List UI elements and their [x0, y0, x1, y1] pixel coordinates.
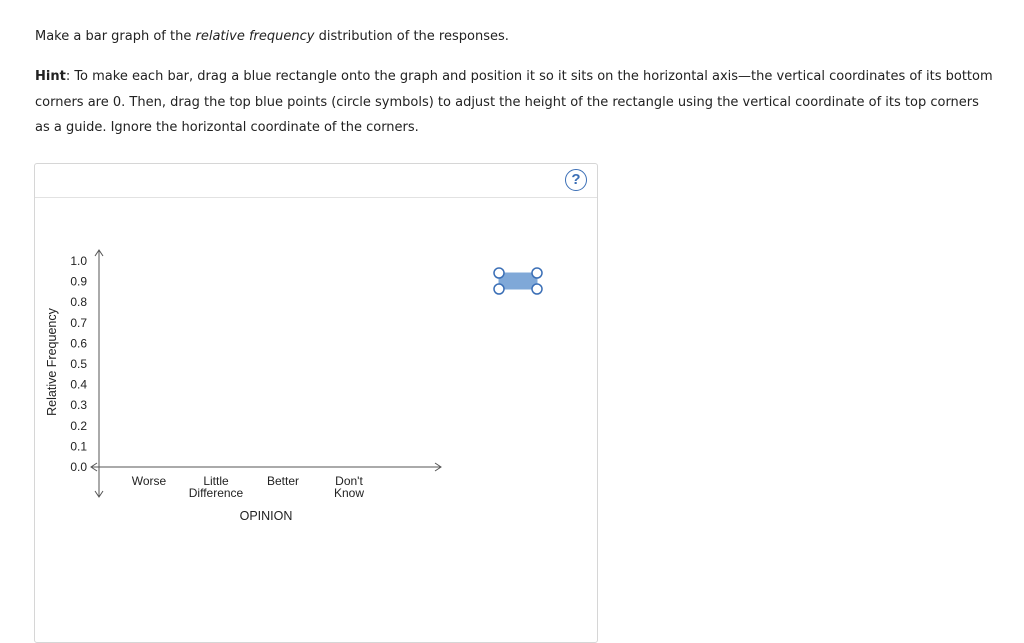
bar-corner-handle[interactable]	[494, 268, 504, 278]
y-tick-label: 0.9	[70, 274, 87, 289]
y-tick-label: 0.4	[70, 377, 87, 392]
y-tick-label: 0.1	[70, 439, 87, 454]
x-category-label: Little	[203, 474, 229, 488]
y-tick-label: 0.6	[70, 336, 87, 351]
x-category-label: Difference	[188, 486, 244, 500]
y-tick-label: 1.0	[70, 254, 87, 268]
bar-corner-handle[interactable]	[494, 284, 504, 294]
help-button[interactable]: ?	[565, 169, 587, 191]
x-category-label: Know	[333, 486, 365, 500]
y-tick-label: 0.2	[70, 418, 87, 433]
instruction-emphasis: relative frequency	[195, 29, 315, 44]
graph-panel	[34, 163, 598, 643]
x-category-label: Don't	[335, 474, 363, 488]
bar-corner-handle[interactable]	[532, 284, 542, 294]
hint-text	[35, 64, 995, 141]
x-category-label: Better	[266, 474, 300, 488]
x-axis-title: OPINION	[239, 509, 293, 523]
y-tick-label: 0.0	[70, 460, 87, 474]
y-axis-title: Relative Frequency	[45, 308, 59, 416]
x-category-label: Worse	[131, 474, 167, 488]
hint-label: Hint	[35, 69, 66, 84]
y-tick-label: 0.3	[70, 398, 87, 413]
hint-body: : To make each bar, drag a blue rectangle onto the graph and position it so it sits on the horizontal axis—the vertical coordinates of its bottom corners are 0. Then, drag the top blue points (circle symbols) to adjust the height of the rectangle using the vertical coordinate of its top corners as a guide. Ignore the horizontal coordinate of the corners.	[35, 69, 993, 135]
y-tick-label: 0.5	[70, 357, 87, 371]
y-tick-label: 0.7	[70, 315, 87, 330]
y-tick-label: 0.8	[70, 295, 87, 310]
graph-canvas[interactable]	[35, 164, 597, 624]
draggable-bar-rectangle[interactable]	[499, 273, 537, 289]
bar-corner-handle[interactable]	[532, 268, 542, 278]
instruction-text: Make a bar graph of the relative frequency distribution of the responses.	[35, 29, 509, 44]
